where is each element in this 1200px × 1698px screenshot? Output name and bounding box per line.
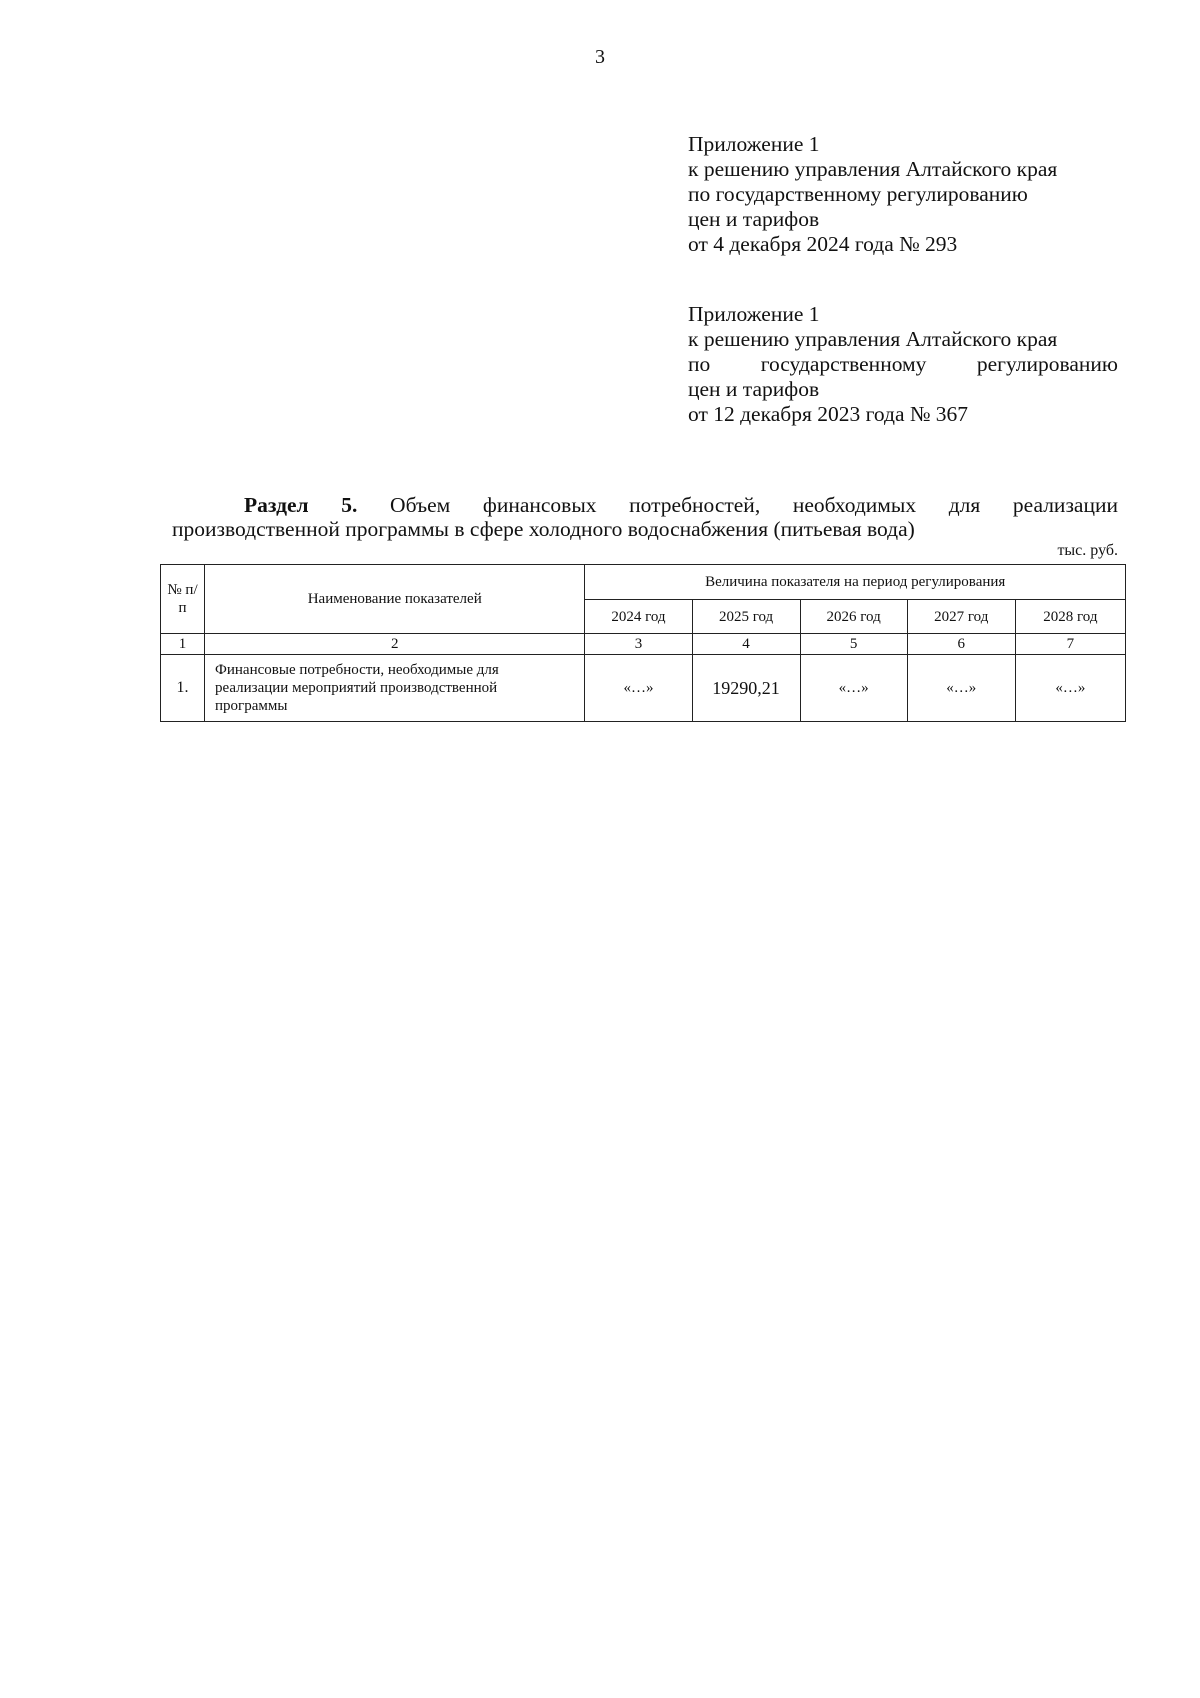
- column-number: 1: [161, 634, 205, 655]
- appendix-previous-line: Приложение 1: [688, 302, 820, 326]
- appendix-previous-line: к решению управления Алтайского края: [688, 327, 1058, 351]
- appendix-current-line: к решению управления Алтайского края: [688, 157, 1058, 181]
- column-number: 3: [585, 634, 692, 655]
- column-number: 7: [1015, 634, 1125, 655]
- page-number: 3: [595, 46, 605, 68]
- unit-label: тыс. руб.: [1057, 542, 1118, 559]
- financial-needs-table: [160, 564, 1126, 722]
- row-name-line: Финансовые потребности, необходимые для: [215, 662, 499, 678]
- appendix-current-line: Приложение 1: [688, 132, 820, 156]
- column-number-row: [161, 634, 1126, 655]
- column-number: 2: [205, 634, 585, 655]
- header-name: Наименование показателей: [205, 565, 585, 634]
- appendix-current: [688, 132, 1118, 257]
- section-heading: [172, 493, 1118, 541]
- section-title-part1: Объем финансовых потребностей, необходимых для реализации: [390, 493, 1118, 517]
- appendix-previous-line: по государственному регулированию: [688, 352, 1118, 376]
- appendix-current-line: от 4 декабря 2024 года № 293: [688, 232, 958, 256]
- appendix-current-line: по государственному регулированию: [688, 182, 1028, 206]
- appendix-previous-line: от 12 декабря 2023 года № 367: [688, 402, 968, 426]
- appendix-previous: [688, 302, 1118, 427]
- table-header-row: [161, 565, 1126, 600]
- table-row: [161, 655, 1126, 722]
- header-year: 2024 год: [585, 600, 692, 634]
- section-title-part2: производственной программы в сфере холодного водоснабжения (питьевая вода): [172, 517, 915, 541]
- row-name-line: программы: [215, 698, 288, 714]
- header-no: № п/п: [161, 565, 205, 634]
- column-number: 5: [800, 634, 907, 655]
- row-value-2025: 19290,21: [692, 655, 800, 722]
- row-value-2028: «…»: [1015, 655, 1125, 722]
- row-value-2026: «…»: [800, 655, 907, 722]
- header-year: 2028 год: [1015, 600, 1125, 634]
- appendix-current-line: цен и тарифов: [688, 207, 820, 231]
- column-number: 4: [692, 634, 800, 655]
- column-number: 6: [907, 634, 1015, 655]
- header-period-group: Величина показателя на период регулирования: [585, 565, 1126, 600]
- row-value-2027: «…»: [907, 655, 1015, 722]
- row-value-2024: «…»: [585, 655, 692, 722]
- row-name-line: реализации мероприятий производственной: [215, 680, 498, 696]
- header-year: 2026 год: [800, 600, 907, 634]
- header-year: 2027 год: [907, 600, 1015, 634]
- appendix-previous-line: цен и тарифов: [688, 377, 820, 401]
- section-label: Раздел 5.: [244, 493, 358, 517]
- row-name: [205, 655, 585, 722]
- header-year: 2025 год: [692, 600, 800, 634]
- section-heading-line1: [172, 493, 1118, 517]
- row-number: 1.: [161, 655, 205, 722]
